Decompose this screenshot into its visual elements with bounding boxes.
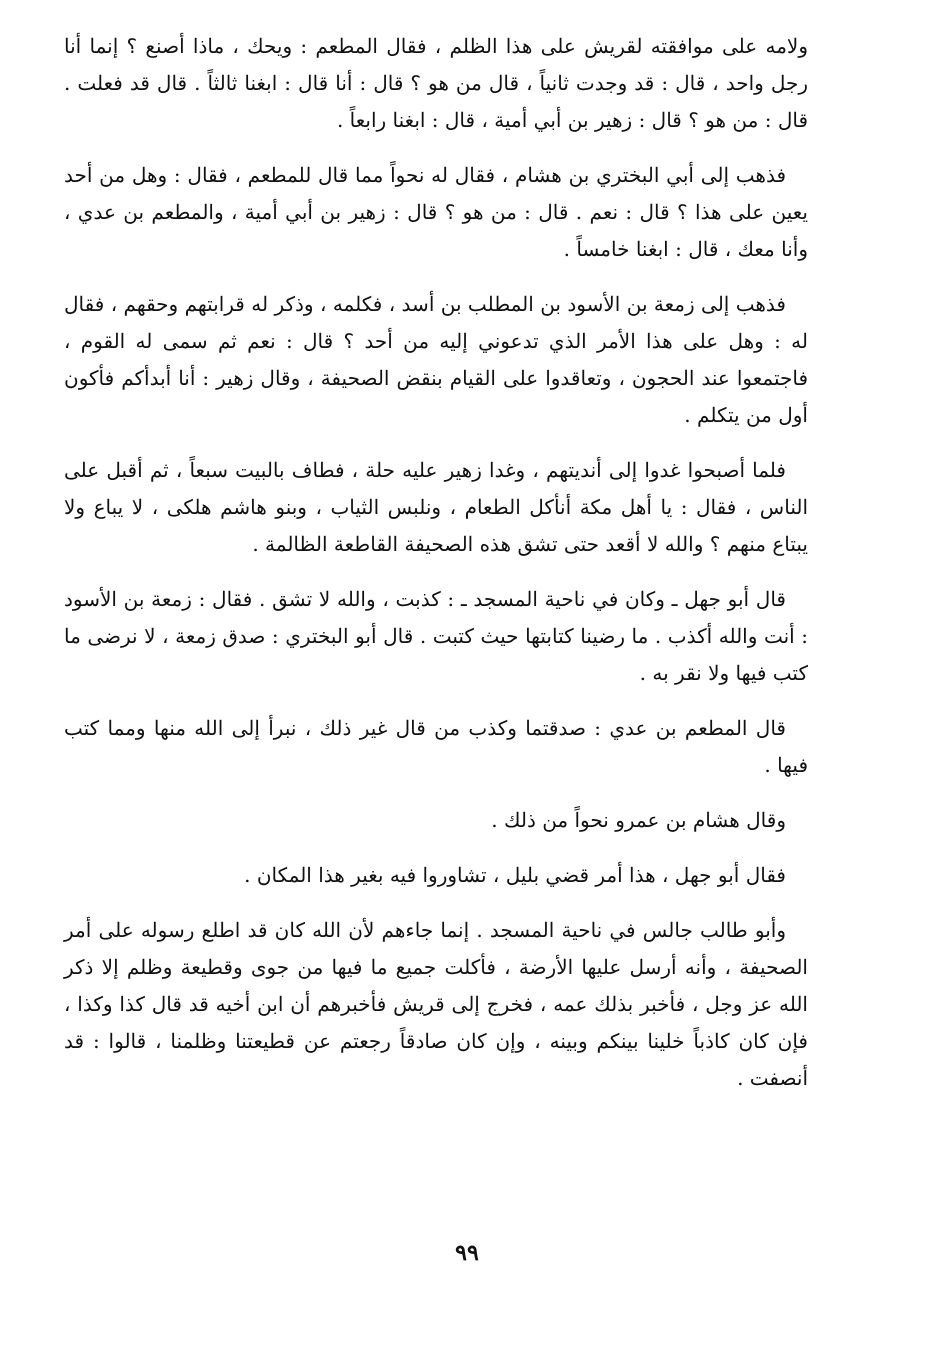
paragraph-6: قال المطعم بن عدي : صدقتما وكذب من قال غير ذلك ، نبرأ إلى الله منها ومما كتب فيها .	[64, 716, 808, 777]
paragraph-1: ولامه على موافقته لقريش على هذا الظلم ، فقال المطعم : ويحك ، ماذا أصنع ؟ إنما أنا رجل واحد ، قال : قد وجدت ثانياً ، قال من هو ؟ قال : أنا قال : ابغنا ثالثاً . قال قد فعلت . قال : من هو ؟ قال : زهير بن أبي أمية ، قال : ابغنا رابعاً .	[64, 34, 808, 132]
paragraph-7: وقال هشام بن عمرو نحواً من ذلك .	[491, 808, 786, 832]
paragraph-5: قال أبو جهل ـ وكان في ناحية المسجد ـ : كذبت ، والله لا تشق . فقال : زمعة بن الأسود : أنت والله أكذب . ما رضينا كتابتها حيث كتبت . قال أبو البختري : صدق زمعة ، لا نرضى ما كتب فيها ولا نقر به .	[64, 587, 808, 685]
paragraph-3: فذهب إلى زمعة بن الأسود بن المطلب بن أسد ، فكلمه ، وذكر له قرابتهم وحقهم ، فقال له : وهل على هذا الأمر الذي تدعوني إليه من أحد ؟ قال : نعم ثم سمى له القوم ، فاجتمعوا عند الحجون ، وتعاقدوا على القيام بنقض الصحيفة ، وقال زهير : أنا أبدأكم فأكون أول من يتكلم .	[64, 292, 808, 427]
paragraph-9: وأبو طالب جالس في ناحية المسجد . إنما جاءهم لأن الله كان قد اطلع رسوله على أمر الصحيفة ، وأنه أرسل عليها الأرضة ، فأكلت جميع ما فيها من جوى وقطيعة وظلم إلا ذكر الله عز وجل ، فأخبر بذلك عمه ، فخرج إلى قريش فأخبرهم أن ابن أخيه قد قال كذا وكذا ، فإن كان كاذباً خلينا بينكم وبينه ، وإن كان صادقاً رجعتم عن قطيعتنا وظلمنا ، قالوا : قد أنصفت .	[64, 918, 808, 1090]
paragraph-8: فقال أبو جهل ، هذا أمر قضي بليل ، تشاوروا فيه بغير هذا المكان .	[244, 863, 786, 887]
page-number: ٩٩	[455, 1240, 479, 1266]
book-page-body	[64, 28, 808, 1328]
paragraph-2: فذهب إلى أبي البختري بن هشام ، فقال له نحواً مما قال للمطعم ، فقال : وهل من أحد يعين على هذا ؟ قال : نعم . قال : من هو ؟ قال : زهير بن أبي أمية ، والمطعم بن عدي ، وأنا معك ، قال : ابغنا خامساً .	[64, 163, 808, 261]
paragraph-4: فلما أصبحوا غدوا إلى أنديتهم ، وغدا زهير عليه حلة ، فطاف بالبيت سبعاً ، ثم أقبل على الناس ، فقال : يا أهل مكة أنأكل الطعام ، ونلبس الثياب ، وبنو هاشم هلكى ، لا يباع ولا يبتاع منهم ؟ والله لا أقعد حتى تشق هذه الصحيفة القاطعة الظالمة .	[64, 458, 808, 556]
